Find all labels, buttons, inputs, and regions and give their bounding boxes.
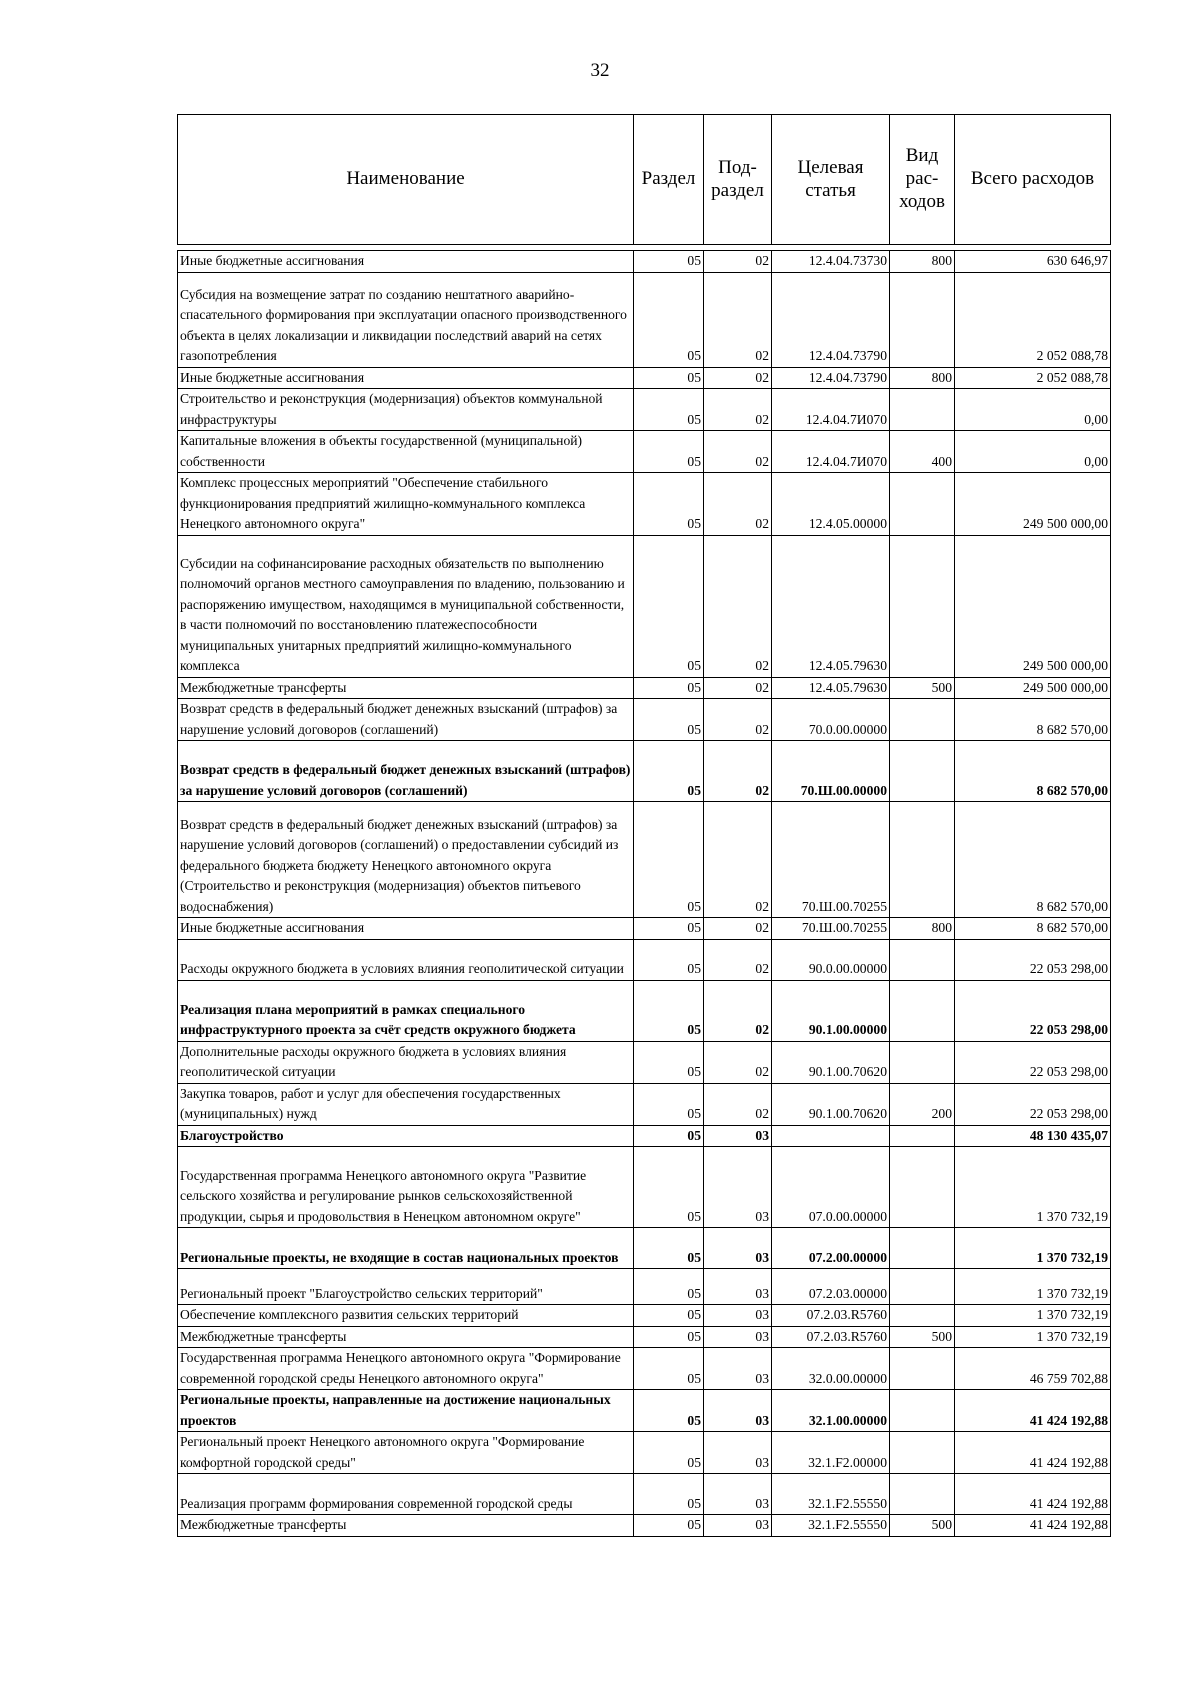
cell-subsection: 03 (704, 1147, 772, 1228)
cell-name: Региональные проекты, направленные на достижение национальных проектов (178, 1390, 634, 1432)
cell-subsection: 03 (704, 1269, 772, 1305)
cell-name: Субсидии на софинансирование расходных обязательств по выполнению полномочий органов местного самоуправления по владению, пользованию и распоряжению имуществом, находящимся в муниципальной собственности, в части полномочий по восстановлению платежеспособности муниципальных унитарных предприятий жилищно-коммунального комплекса (178, 535, 634, 677)
cell-target-article: 90.1.00.70620 (772, 1041, 890, 1083)
cell-subsection: 02 (704, 251, 772, 273)
cell-section: 05 (634, 802, 704, 918)
cell-total: 249 500 000,00 (955, 535, 1111, 677)
cell-target-article: 12.4.05.79630 (772, 535, 890, 677)
table-header (177, 114, 1111, 245)
cell-target-article: 07.2.03.00000 (772, 1269, 890, 1305)
table-row (178, 535, 1111, 677)
cell-name: Строительство и реконструкция (модернизация) объектов коммунальной инфраструктуры (178, 389, 634, 431)
cell-target-article: 12.4.04.73730 (772, 251, 890, 273)
cell-target-article: 70.Ш.00.70255 (772, 918, 890, 940)
cell-target-article: 07.2.00.00000 (772, 1228, 890, 1269)
cell-target-article: 32.1.F2.55550 (772, 1474, 890, 1515)
cell-section: 05 (634, 1083, 704, 1125)
cell-total: 41 424 192,88 (955, 1390, 1111, 1432)
table-row (178, 272, 1111, 367)
cell-total: 22 053 298,00 (955, 980, 1111, 1041)
cell-section: 05 (634, 918, 704, 940)
cell-name: Возврат средств в федеральный бюджет денежных взысканий (штрафов) за нарушение условий договоров (соглашений) (178, 699, 634, 741)
page-number: 32 (590, 60, 610, 81)
cell-total: 41 424 192,88 (955, 1432, 1111, 1474)
cell-section: 05 (634, 473, 704, 536)
cell-total: 249 500 000,00 (955, 677, 1111, 699)
cell-subsection: 02 (704, 272, 772, 367)
cell-subsection: 03 (704, 1228, 772, 1269)
cell-target-article: 32.1.00.00000 (772, 1390, 890, 1432)
cell-section: 05 (634, 1515, 704, 1537)
table-row (178, 1474, 1111, 1515)
table-row (178, 1348, 1111, 1390)
cell-section: 05 (634, 741, 704, 802)
table-row (178, 980, 1111, 1041)
cell-name: Иные бюджетные ассигнования (178, 251, 634, 273)
table-row (178, 1432, 1111, 1474)
cell-name: Иные бюджетные ассигнования (178, 918, 634, 940)
table-row (178, 918, 1111, 940)
cell-subsection: 03 (704, 1474, 772, 1515)
cell-total: 1 370 732,19 (955, 1269, 1111, 1305)
table-row (178, 1390, 1111, 1432)
cell-target-article: 07.2.03.R5760 (772, 1305, 890, 1327)
cell-section: 05 (634, 431, 704, 473)
cell-expense-type: 500 (890, 677, 955, 699)
table-row (178, 1305, 1111, 1327)
cell-name: Межбюджетные трансферты (178, 677, 634, 699)
cell-section: 05 (634, 389, 704, 431)
cell-target-article: 12.4.05.00000 (772, 473, 890, 536)
cell-target-article: 90.1.00.00000 (772, 980, 890, 1041)
cell-expense-type (890, 1125, 955, 1147)
cell-expense-type (890, 272, 955, 367)
cell-total: 41 424 192,88 (955, 1474, 1111, 1515)
cell-expense-type (890, 802, 955, 918)
cell-section: 05 (634, 367, 704, 389)
cell-name: Межбюджетные трансферты (178, 1515, 634, 1537)
cell-total: 8 682 570,00 (955, 741, 1111, 802)
header-subsection: Под- раздел (704, 115, 772, 245)
cell-subsection: 02 (704, 741, 772, 802)
table-row (178, 389, 1111, 431)
cell-expense-type: 800 (890, 251, 955, 273)
cell-subsection: 02 (704, 1083, 772, 1125)
cell-total: 22 053 298,00 (955, 1083, 1111, 1125)
cell-subsection: 03 (704, 1515, 772, 1537)
cell-expense-type (890, 980, 955, 1041)
header-name: Наименование (178, 115, 634, 245)
table-row (178, 251, 1111, 273)
table-row (178, 473, 1111, 536)
cell-target-article: 32.1.F2.55550 (772, 1515, 890, 1537)
cell-expense-type (890, 1228, 955, 1269)
cell-subsection: 03 (704, 1390, 772, 1432)
cell-subsection: 02 (704, 699, 772, 741)
cell-section: 05 (634, 272, 704, 367)
cell-subsection: 02 (704, 677, 772, 699)
cell-expense-type (890, 1041, 955, 1083)
cell-name: Реализация плана мероприятий в рамках специального инфраструктурного проекта за счёт средств окружного бюджета (178, 980, 634, 1041)
cell-expense-type: 500 (890, 1515, 955, 1537)
cell-name: Иные бюджетные ассигнования (178, 367, 634, 389)
cell-section: 05 (634, 1474, 704, 1515)
cell-total: 41 424 192,88 (955, 1515, 1111, 1537)
cell-name: Реализация программ формирования современной городской среды (178, 1474, 634, 1515)
cell-subsection: 02 (704, 1041, 772, 1083)
table-row (178, 939, 1111, 980)
cell-subsection: 02 (704, 389, 772, 431)
cell-subsection: 02 (704, 473, 772, 536)
cell-target-article: 12.4.04.73790 (772, 272, 890, 367)
cell-name: Комплекс процессных мероприятий "Обеспечение стабильного функционирования предприятий жилищно-коммунального комплекса Ненецкого автономного округа" (178, 473, 634, 536)
header-target-article: Целевая статья (772, 115, 890, 245)
cell-target-article: 07.2.03.R5760 (772, 1326, 890, 1348)
table-row (178, 1269, 1111, 1305)
cell-expense-type (890, 939, 955, 980)
cell-expense-type (890, 1269, 955, 1305)
cell-subsection: 03 (704, 1125, 772, 1147)
cell-expense-type: 400 (890, 431, 955, 473)
cell-expense-type (890, 389, 955, 431)
cell-expense-type (890, 535, 955, 677)
cell-name: Государственная программа Ненецкого автономного округа "Формирование современной городской среды Ненецкого автономного округа" (178, 1348, 634, 1390)
cell-subsection: 02 (704, 802, 772, 918)
cell-total: 2 052 088,78 (955, 272, 1111, 367)
cell-section: 05 (634, 939, 704, 980)
cell-section: 05 (634, 251, 704, 273)
cell-subsection: 02 (704, 431, 772, 473)
cell-total: 8 682 570,00 (955, 802, 1111, 918)
cell-subsection: 02 (704, 980, 772, 1041)
cell-expense-type (890, 1474, 955, 1515)
cell-total: 48 130 435,07 (955, 1125, 1111, 1147)
cell-target-article: 70.Ш.00.70255 (772, 802, 890, 918)
header-section: Раздел (634, 115, 704, 245)
table-row (178, 677, 1111, 699)
cell-subsection: 03 (704, 1305, 772, 1327)
cell-expense-type (890, 1305, 955, 1327)
table-row (178, 431, 1111, 473)
cell-expense-type (890, 1390, 955, 1432)
cell-total: 8 682 570,00 (955, 699, 1111, 741)
cell-total: 630 646,97 (955, 251, 1111, 273)
cell-target-article: 12.4.04.7И070 (772, 389, 890, 431)
cell-target-article: 12.4.04.7И070 (772, 431, 890, 473)
table-row (178, 367, 1111, 389)
cell-section: 05 (634, 1348, 704, 1390)
cell-expense-type (890, 699, 955, 741)
cell-name: Региональный проект "Благоустройство сельских территорий" (178, 1269, 634, 1305)
cell-expense-type (890, 1432, 955, 1474)
cell-name: Региональные проекты, не входящие в состав национальных проектов (178, 1228, 634, 1269)
cell-name: Капитальные вложения в объекты государственной (муниципальной) собственности (178, 431, 634, 473)
cell-section: 05 (634, 1326, 704, 1348)
header-expense-type: Вид рас- ходов (890, 115, 955, 245)
cell-expense-type: 500 (890, 1326, 955, 1348)
cell-total: 22 053 298,00 (955, 1041, 1111, 1083)
header-total: Всего расходов (955, 115, 1111, 245)
cell-subsection: 02 (704, 918, 772, 940)
cell-target-article: 90.0.00.00000 (772, 939, 890, 980)
cell-subsection: 03 (704, 1326, 772, 1348)
cell-expense-type (890, 1147, 955, 1228)
cell-section: 05 (634, 1390, 704, 1432)
table-row (178, 1326, 1111, 1348)
cell-name: Региональный проект Ненецкого автономного округа "Формирование комфортной городской среды" (178, 1432, 634, 1474)
cell-name: Возврат средств в федеральный бюджет денежных взысканий (штрафов) за нарушение условий договоров (соглашений) (178, 741, 634, 802)
cell-total: 1 370 732,19 (955, 1228, 1111, 1269)
cell-target-article: 12.4.04.73790 (772, 367, 890, 389)
cell-total: 1 370 732,19 (955, 1305, 1111, 1327)
cell-subsection: 02 (704, 939, 772, 980)
cell-total: 1 370 732,19 (955, 1326, 1111, 1348)
cell-total: 2 052 088,78 (955, 367, 1111, 389)
cell-name: Обеспечение комплексного развития сельских территорий (178, 1305, 634, 1327)
cell-subsection: 03 (704, 1432, 772, 1474)
table-row (178, 1515, 1111, 1537)
cell-name: Возврат средств в федеральный бюджет денежных взысканий (штрафов) за нарушение условий договоров (соглашений) о предоставлении субсидий из федерального бюджета бюджету Ненецкого автономного округа (Строительство и реконструкция (модернизация) объектов питьевого водоснабжения) (178, 802, 634, 918)
cell-target-article: 32.0.00.00000 (772, 1348, 890, 1390)
cell-section: 05 (634, 1269, 704, 1305)
cell-total: 8 682 570,00 (955, 918, 1111, 940)
cell-name: Субсидия на возмещение затрат по созданию нештатного аварийно-спасательного формирования при эксплуатации опасного производственного объекта в целях локализации и ликвидации последствий аварий на сетях газопотребления (178, 272, 634, 367)
cell-subsection: 02 (704, 367, 772, 389)
budget-table (177, 250, 1111, 1537)
cell-section: 05 (634, 980, 704, 1041)
cell-expense-type: 800 (890, 918, 955, 940)
table-row (178, 1041, 1111, 1083)
cell-subsection: 02 (704, 535, 772, 677)
cell-section: 05 (634, 1147, 704, 1228)
table-row (178, 1228, 1111, 1269)
cell-total: 22 053 298,00 (955, 939, 1111, 980)
cell-name: Расходы окружного бюджета в условиях влияния геополитической ситуации (178, 939, 634, 980)
cell-section: 05 (634, 1125, 704, 1147)
cell-target-article: 12.4.05.79630 (772, 677, 890, 699)
cell-section: 05 (634, 1041, 704, 1083)
cell-target-article (772, 1125, 890, 1147)
cell-name: Закупка товаров, работ и услуг для обеспечения государственных (муниципальных) нужд (178, 1083, 634, 1125)
cell-expense-type (890, 741, 955, 802)
table-row (178, 699, 1111, 741)
cell-total: 0,00 (955, 389, 1111, 431)
cell-total: 1 370 732,19 (955, 1147, 1111, 1228)
cell-section: 05 (634, 677, 704, 699)
table-row (178, 1083, 1111, 1125)
cell-total: 249 500 000,00 (955, 473, 1111, 536)
cell-target-article: 70.Ш.00.00000 (772, 741, 890, 802)
table-row (178, 1125, 1111, 1147)
cell-section: 05 (634, 1228, 704, 1269)
cell-target-article: 32.1.F2.00000 (772, 1432, 890, 1474)
cell-section: 05 (634, 699, 704, 741)
cell-name: Благоустройство (178, 1125, 634, 1147)
cell-section: 05 (634, 1305, 704, 1327)
cell-target-article: 07.0.00.00000 (772, 1147, 890, 1228)
table-row (178, 1147, 1111, 1228)
cell-name: Межбюджетные трансферты (178, 1326, 634, 1348)
cell-expense-type (890, 1348, 955, 1390)
table-row (178, 741, 1111, 802)
cell-total: 46 759 702,88 (955, 1348, 1111, 1390)
cell-name: Государственная программа Ненецкого автономного округа "Развитие сельского хозяйства и регулирование рынков сельскохозяйственной продукции, сырья и продовольствия в Ненецком автономном округе" (178, 1147, 634, 1228)
cell-name: Дополнительные расходы окружного бюджета в условиях влияния геополитической ситуации (178, 1041, 634, 1083)
cell-target-article: 70.0.00.00000 (772, 699, 890, 741)
table-row (178, 802, 1111, 918)
cell-section: 05 (634, 535, 704, 677)
cell-total: 0,00 (955, 431, 1111, 473)
cell-target-article: 90.1.00.70620 (772, 1083, 890, 1125)
cell-expense-type: 200 (890, 1083, 955, 1125)
cell-section: 05 (634, 1432, 704, 1474)
cell-subsection: 03 (704, 1348, 772, 1390)
cell-expense-type (890, 473, 955, 536)
cell-expense-type: 800 (890, 367, 955, 389)
